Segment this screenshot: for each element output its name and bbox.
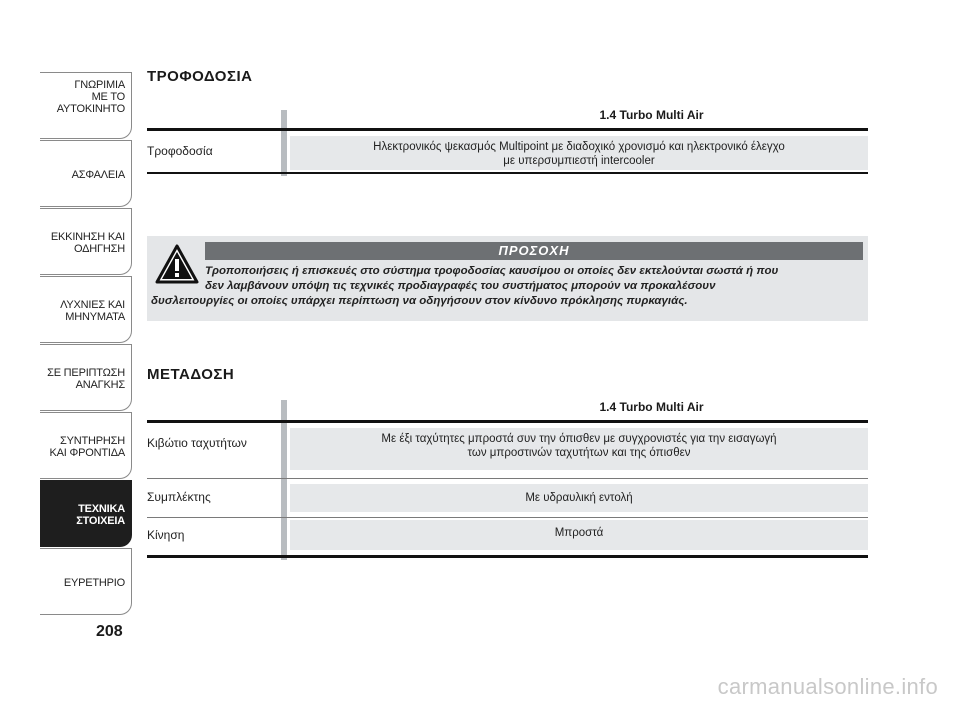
tab-index[interactable]: ΕΥΡΕΤΗΡΙΟ: [40, 548, 132, 615]
row-value-drive: Μπροστά: [290, 520, 868, 550]
tab-emergency[interactable]: ΣΕ ΠΕΡΙΠΤΩΣΗ ΑΝΑΓΚΗΣ: [40, 344, 132, 411]
row-label-drive: Κίνηση: [147, 528, 185, 542]
engine-header: 1.4 Turbo Multi Air: [599, 108, 704, 122]
page-number: 208: [96, 623, 123, 640]
transmission-section-title: ΜΕΤΑΔΟΣΗ: [147, 366, 235, 383]
warning-heading: ΠΡΟΣΟΧΗ: [205, 242, 863, 260]
warning-text: Τροποποιήσεις ή επισκευές στο σύστημα τροφοδοσίας καυσίμου οι οποίες δεν εκτελούνται σωστά ή που δεν λαμβάνουν υπόψη τις τεχνικές προδιαγραφές του συστήματος μπορούν να προκαλέσουν δυσλειτουργίες οι οποίες υπάρχει περίπτωση να οδηγήσουν στον κίνδυνο πρόκλησης πυρκαγιάς.: [151, 265, 779, 307]
table-top-rule: [147, 420, 868, 423]
row-label-clutch: Συμπλέκτης: [147, 490, 211, 504]
transmission-table: [147, 396, 868, 560]
tab-warning-lights[interactable]: ΛΥΧΝΙΕΣ ΚΑΙ ΜΗΝΥΜΑΤΑ: [40, 276, 132, 343]
table-divider: [281, 110, 287, 176]
row-value-fuel: Ηλεκτρονικός ψεκασμός Multipoint με διαδοχικό χρονισμό και ηλεκτρονικό έλεγχο με υπερσυμπιεστή intercooler: [290, 136, 868, 170]
tab-safety[interactable]: ΑΣΦΑΛΕΙΑ: [40, 140, 132, 207]
row-separator: [147, 517, 868, 518]
row-label-gearbox: Κιβώτιο ταχυτήτων: [147, 436, 247, 450]
row-value-clutch: Με υδραυλική εντολή: [290, 484, 868, 512]
tab-technical-data[interactable]: ΤΕΧΝΙΚΑ ΣΤΟΙΧΕΙΑ: [40, 480, 132, 547]
tab-maintenance[interactable]: ΣΥΝΤΗΡΗΣΗ ΚΑΙ ΦΡΟΝΤΙΔΑ: [40, 412, 132, 479]
tab-starting-driving[interactable]: ΕΚΚΙΝΗΣΗ ΚΑΙ ΟΔΗΓΗΣΗ: [40, 208, 132, 275]
tab-getting-to-know-car[interactable]: ΓΝΩΡΙΜΙΑ ΜΕ ΤΟ ΑΥΤΟΚΙΝΗΤΟ: [40, 72, 132, 139]
row-label-fuel: Τροφοδοσία: [147, 144, 213, 158]
warning-box: [147, 236, 868, 321]
table-bottom-rule: [147, 555, 868, 558]
fuel-section-title: ΤΡΟΦΟΔΟΣΙΑ: [147, 68, 253, 85]
table-divider: [281, 400, 287, 560]
table-top-rule: [147, 128, 868, 131]
watermark: carmanualsonline.info: [717, 674, 938, 699]
engine-header: 1.4 Turbo Multi Air: [599, 400, 704, 414]
row-separator: [147, 478, 868, 479]
fuel-table: [147, 104, 868, 176]
row-value-gearbox: Με έξι ταχύτητες μπροστά συν την όπισθεν με συγχρονιστές για την εισαγωγή των μπροστινών ταχυτήτων και της όπισθεν: [290, 428, 868, 470]
table-bottom-rule: [147, 172, 868, 174]
